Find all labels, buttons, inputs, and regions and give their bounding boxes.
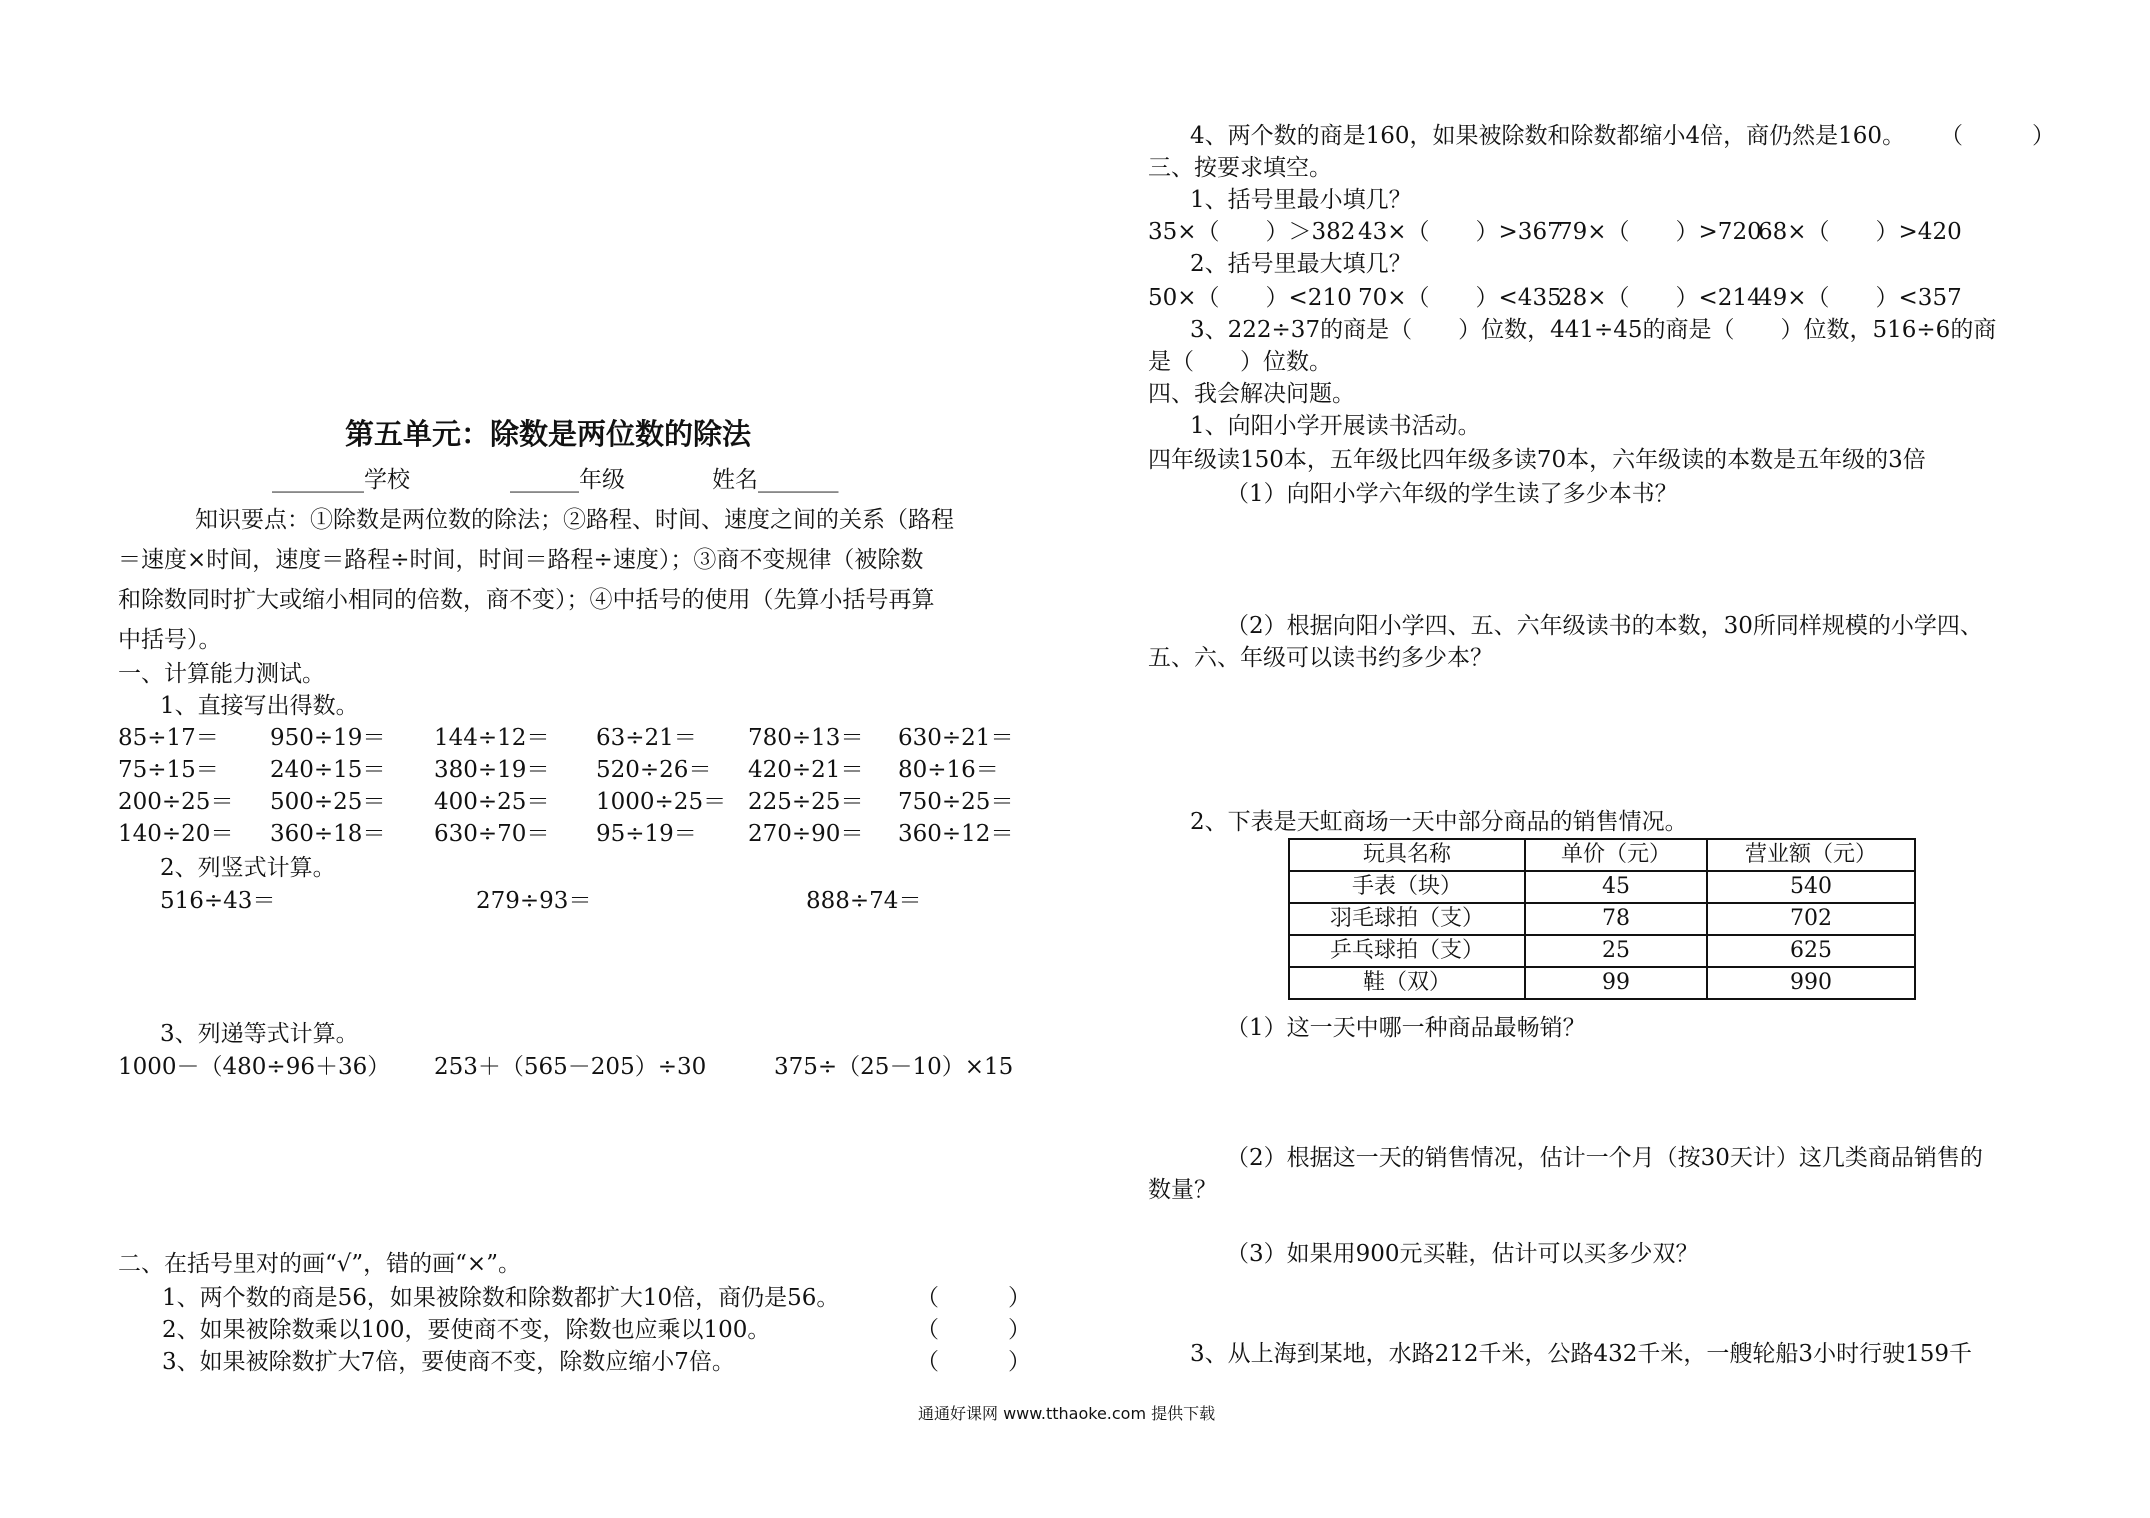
oral-item: 95÷19＝: [596, 821, 697, 847]
section-1-sub3: 3、列递等式计算。: [160, 1021, 359, 1047]
judge-paren-3[interactable]: （ ）: [916, 1349, 1031, 1375]
table-cell: 99: [1525, 967, 1707, 999]
fill-item: 68×（ ）>420: [1758, 219, 1962, 245]
fill-item: 28×（ ）<214: [1558, 285, 1762, 311]
table-row: [1289, 967, 1915, 999]
problem-1-q2-line1: （2）根据向阳小学四、五、六年级读书的本数，30所同样规模的小学四、: [1226, 613, 1983, 639]
vertical-item: 279÷93＝: [476, 888, 592, 914]
stepwise-item: 1000－（480÷96＋36）: [118, 1054, 391, 1080]
problem-2-title: 2、下表是天虹商场一天中部分商品的销售情况。: [1190, 809, 1688, 835]
judge-paren-2[interactable]: （ ）: [916, 1317, 1031, 1343]
fill-item: 50×（ ）<210: [1148, 285, 1352, 311]
oral-item: 225÷25＝: [748, 789, 864, 815]
oral-item: 75÷15＝: [118, 757, 219, 783]
problem-2-q3: （3）如果用900元买鞋，估计可以买多少双？: [1226, 1241, 1699, 1267]
oral-item: 750÷25＝: [898, 789, 1014, 815]
table-row: [1289, 871, 1915, 903]
section-1-sub1: 1、直接写出得数。: [160, 693, 359, 719]
oral-item: 240÷15＝: [270, 757, 386, 783]
table-cell: 羽毛球拍（支）: [1289, 903, 1525, 935]
oral-item: 200÷25＝: [118, 789, 234, 815]
school-field: ________学校: [272, 467, 410, 493]
section-1-sub2: 2、列竖式计算。: [160, 855, 336, 881]
fill-item: 35×（ ）＞382: [1148, 219, 1356, 245]
oral-item: 360÷12＝: [898, 821, 1014, 847]
oral-item: 400÷25＝: [434, 789, 550, 815]
table-header-cell: 营业额（元）: [1707, 839, 1915, 871]
table-cell: 702: [1707, 903, 1915, 935]
oral-item: 630÷21＝: [898, 725, 1014, 751]
name-field: 姓名_______: [712, 467, 839, 493]
oral-item: 85÷17＝: [118, 725, 219, 751]
table-header-cell: 玩具名称: [1289, 839, 1525, 871]
oral-item: 270÷90＝: [748, 821, 864, 847]
oral-item: 63÷21＝: [596, 725, 697, 751]
problem-1-q1: （1）向阳小学六年级的学生读了多少本书？: [1226, 481, 1678, 507]
fill-item: 49×（ ）<357: [1758, 285, 1962, 311]
fill-item: 70×（ ）<435: [1358, 285, 1562, 311]
judge-item-1: 1、两个数的商是56，如果被除数和除数都扩大10倍，商仍是56。: [162, 1285, 840, 1311]
table-cell: 乒乓球拍（支）: [1289, 935, 1525, 967]
knowledge-line-3: 和除数同时扩大或缩小相同的倍数，商不变）；④中括号的使用（先算小括号再算: [118, 587, 935, 613]
judge-item-4: 4、两个数的商是160，如果被除数和除数都缩小4倍，商仍然是160。: [1190, 123, 1906, 149]
oral-item: 1000÷25＝: [596, 789, 727, 815]
judge-paren-4[interactable]: （ ）: [1940, 123, 2055, 149]
section-3-sub3-line1: 3、222÷37的商是（ ）位数，441÷45的商是（ ）位数，516÷6的商: [1190, 317, 1997, 343]
table-cell: 手表（块）: [1289, 871, 1525, 903]
oral-item: 80÷16＝: [898, 757, 999, 783]
problem-3-text: 3、从上海到某地，水路212千米，公路432千米，一艘轮船3小时行驶159千: [1190, 1341, 1972, 1367]
oral-item: 630÷70＝: [434, 821, 550, 847]
section-3-sub3-line2: 是（ ）位数。: [1148, 349, 1332, 375]
section-3-heading: 三、按要求填空。: [1148, 155, 1332, 181]
table-cell: 990: [1707, 967, 1915, 999]
table-row: [1289, 903, 1915, 935]
oral-item: 950÷19＝: [270, 725, 386, 751]
section-4-heading: 四、我会解决问题。: [1148, 381, 1355, 407]
judge-item-2: 2、如果被除数乘以100，要使商不变，除数也应乘以100。: [162, 1317, 771, 1343]
table-cell: 25: [1525, 935, 1707, 967]
problem-2-q2-line2: 数量？: [1148, 1177, 1217, 1203]
table-row: [1289, 935, 1915, 967]
section-2-heading: 二、在括号里对的画“√”，错的画“×”。: [118, 1251, 521, 1277]
oral-item: 144÷12＝: [434, 725, 550, 751]
knowledge-line-1: 知识要点：①除数是两位数的除法；②路程、时间、速度之间的关系（路程: [195, 507, 954, 533]
grade-field: ______年级: [510, 467, 625, 493]
oral-item: 360÷18＝: [270, 821, 386, 847]
oral-item: 780÷13＝: [748, 725, 864, 751]
table-cell: 45: [1525, 871, 1707, 903]
table-cell: 540: [1707, 871, 1915, 903]
knowledge-line-4: 中括号）。: [118, 627, 222, 653]
fill-item: 79×（ ）>720: [1558, 219, 1762, 245]
oral-item: 500÷25＝: [270, 789, 386, 815]
problem-1-q2-line2: 五、六、年级可以读书约多少本？: [1148, 645, 1493, 671]
vertical-item: 516÷43＝: [160, 888, 276, 914]
table-header-cell: 单价（元）: [1525, 839, 1707, 871]
oral-item: 520÷26＝: [596, 757, 712, 783]
fill-item: 43×（ ）>367: [1358, 219, 1562, 245]
knowledge-line-2: ＝速度×时间，速度＝路程÷时间，时间＝路程÷速度）；③商不变规律（被除数: [118, 547, 924, 573]
problem-2-q1: （1）这一天中哪一种商品最畅销？: [1226, 1015, 1586, 1041]
table-cell: 鞋（双）: [1289, 967, 1525, 999]
section-3-sub2: 2、括号里最大填几？: [1190, 251, 1412, 277]
stepwise-item: 375÷（25－10）×15: [774, 1054, 1014, 1080]
table-cell: 78: [1525, 903, 1707, 935]
problem-2-q2-line1: （2）根据这一天的销售情况，估计一个月（按30天计）这几类商品销售的: [1226, 1145, 1983, 1171]
vertical-item: 888÷74＝: [806, 888, 922, 914]
oral-item: 140÷20＝: [118, 821, 234, 847]
oral-item: 420÷21＝: [748, 757, 864, 783]
sales-table: [1288, 838, 1916, 1000]
problem-1-title: 1、向阳小学开展读书活动。: [1190, 413, 1481, 439]
section-1-heading: 一、计算能力测试。: [118, 661, 325, 687]
table-header-row: [1289, 839, 1915, 871]
judge-paren-1[interactable]: （ ）: [916, 1285, 1031, 1311]
problem-1-text: 四年级读150本，五年级比四年级多读70本，六年级读的本数是五年级的3倍: [1148, 447, 1926, 473]
judge-item-3: 3、如果被除数扩大7倍，要使商不变，除数应缩小7倍。: [162, 1349, 735, 1375]
page-title: 第五单元：除数是两位数的除法: [345, 417, 752, 451]
stepwise-item: 253＋（565－205）÷30: [434, 1054, 707, 1080]
oral-item: 380÷19＝: [434, 757, 550, 783]
section-3-sub1: 1、括号里最小填几？: [1190, 187, 1412, 213]
footer-credit: 通通好课网 www.tthaoke.com 提供下载: [918, 1404, 1216, 1423]
table-cell: 625: [1707, 935, 1915, 967]
